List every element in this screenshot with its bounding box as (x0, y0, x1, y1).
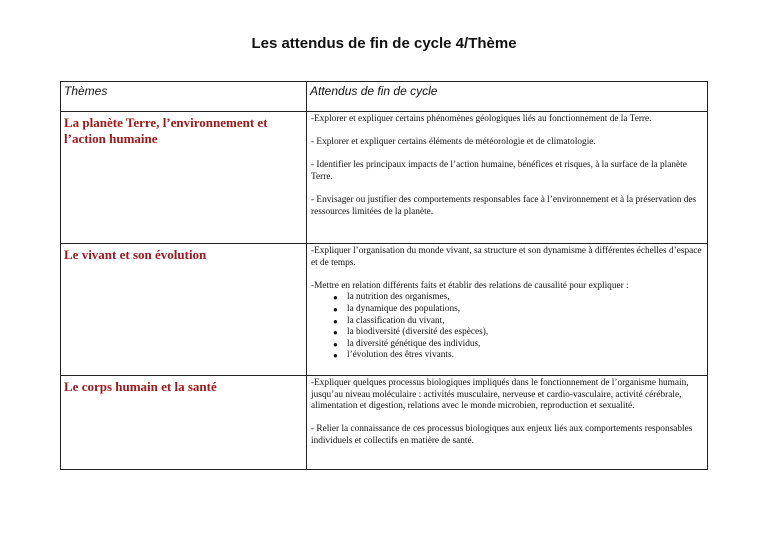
bullet-icon: ● (333, 339, 338, 349)
list-item-text: la diversité génétique des individus, (347, 338, 481, 349)
theme-corps-humain-sante: Le corps humain et la santé (61, 376, 307, 470)
page-title: Les attendus de fin de cycle 4/Thème (251, 35, 517, 52)
bullet-icon: ● (333, 293, 338, 303)
attendus-planete-terre (307, 112, 708, 244)
list-item (333, 327, 703, 339)
bullet-list (311, 292, 703, 362)
theme-vivant-evolution: Le vivant et son évolution (61, 244, 307, 376)
attendu-paragraph: -Explorer et expliquer certains phénomènes géologiques liés au fonctionnement de la Terre. (311, 114, 652, 124)
attendu-paragraph: - Relier la connaissance de ces processus biologiques aux enjeux liés aux comportements responsables individuels et collectifs en matière de santé. (311, 424, 693, 446)
list-item-text: la biodiversité (diversité des espèces), (347, 327, 489, 338)
list-item (333, 303, 703, 316)
table-row (61, 244, 708, 376)
attendu-paragraph: - Identifier les principaux impacts de l’action humaine, bénéfices et risques, à la surface de la planète Terre. (311, 160, 687, 182)
attendu-paragraph: - Envisager ou justifier des comportements responsables face à l’environnement et à la préservation des ressources limitées de la planète. (311, 195, 697, 217)
attendus-table (60, 81, 708, 470)
bullet-icon: ● (333, 328, 338, 338)
list-item (333, 292, 703, 304)
attendus-vivant-evolution (307, 244, 708, 376)
list-item-text: la nutrition des organismes, (347, 292, 450, 303)
list-item (333, 350, 703, 362)
table-header-row (61, 82, 708, 112)
list-item-text: la dynamique des populations, (347, 303, 461, 314)
attendu-paragraph: -Mettre en relation différents faits et établir des relations de causalité pour expliquer : (311, 280, 629, 291)
table-row (61, 112, 708, 244)
list-item-text: l’évolution des êtres vivants. (347, 350, 454, 361)
list-item (333, 315, 703, 328)
bullet-icon: ● (333, 316, 338, 326)
theme-planete-terre: La planète Terre, l’environnement et l’action humaine (61, 112, 307, 244)
header-themes: Thèmes (61, 82, 307, 112)
attendu-paragraph: - Explorer et expliquer certains éléments de météorologie et de climatologie. (311, 137, 596, 148)
bullet-icon: ● (333, 351, 338, 361)
list-item-text: la classification du vivant, (347, 315, 445, 326)
list-item (333, 338, 703, 351)
header-attendus: Attendus de fin de cycle (307, 82, 708, 112)
attendu-paragraph: -Expliquer quelques processus biologiques impliqués dans le fonctionnement de l’organisme humain, jusqu’au niveau moléculaire : activités musculaire, nerveuse et cardio-vasculaire, activité cérébrale, alimentation et digestion, relations avec le monde microbien, reproduction et sexualité. (311, 378, 689, 412)
bullet-icon: ● (333, 304, 338, 314)
attendus-corps-humain-sante (307, 376, 708, 470)
table-row (61, 376, 708, 470)
attendu-paragraph: -Expliquer l’organisation du monde vivant, sa structure et son dynamisme à différentes échelles d’espace et de temps. (311, 246, 702, 268)
